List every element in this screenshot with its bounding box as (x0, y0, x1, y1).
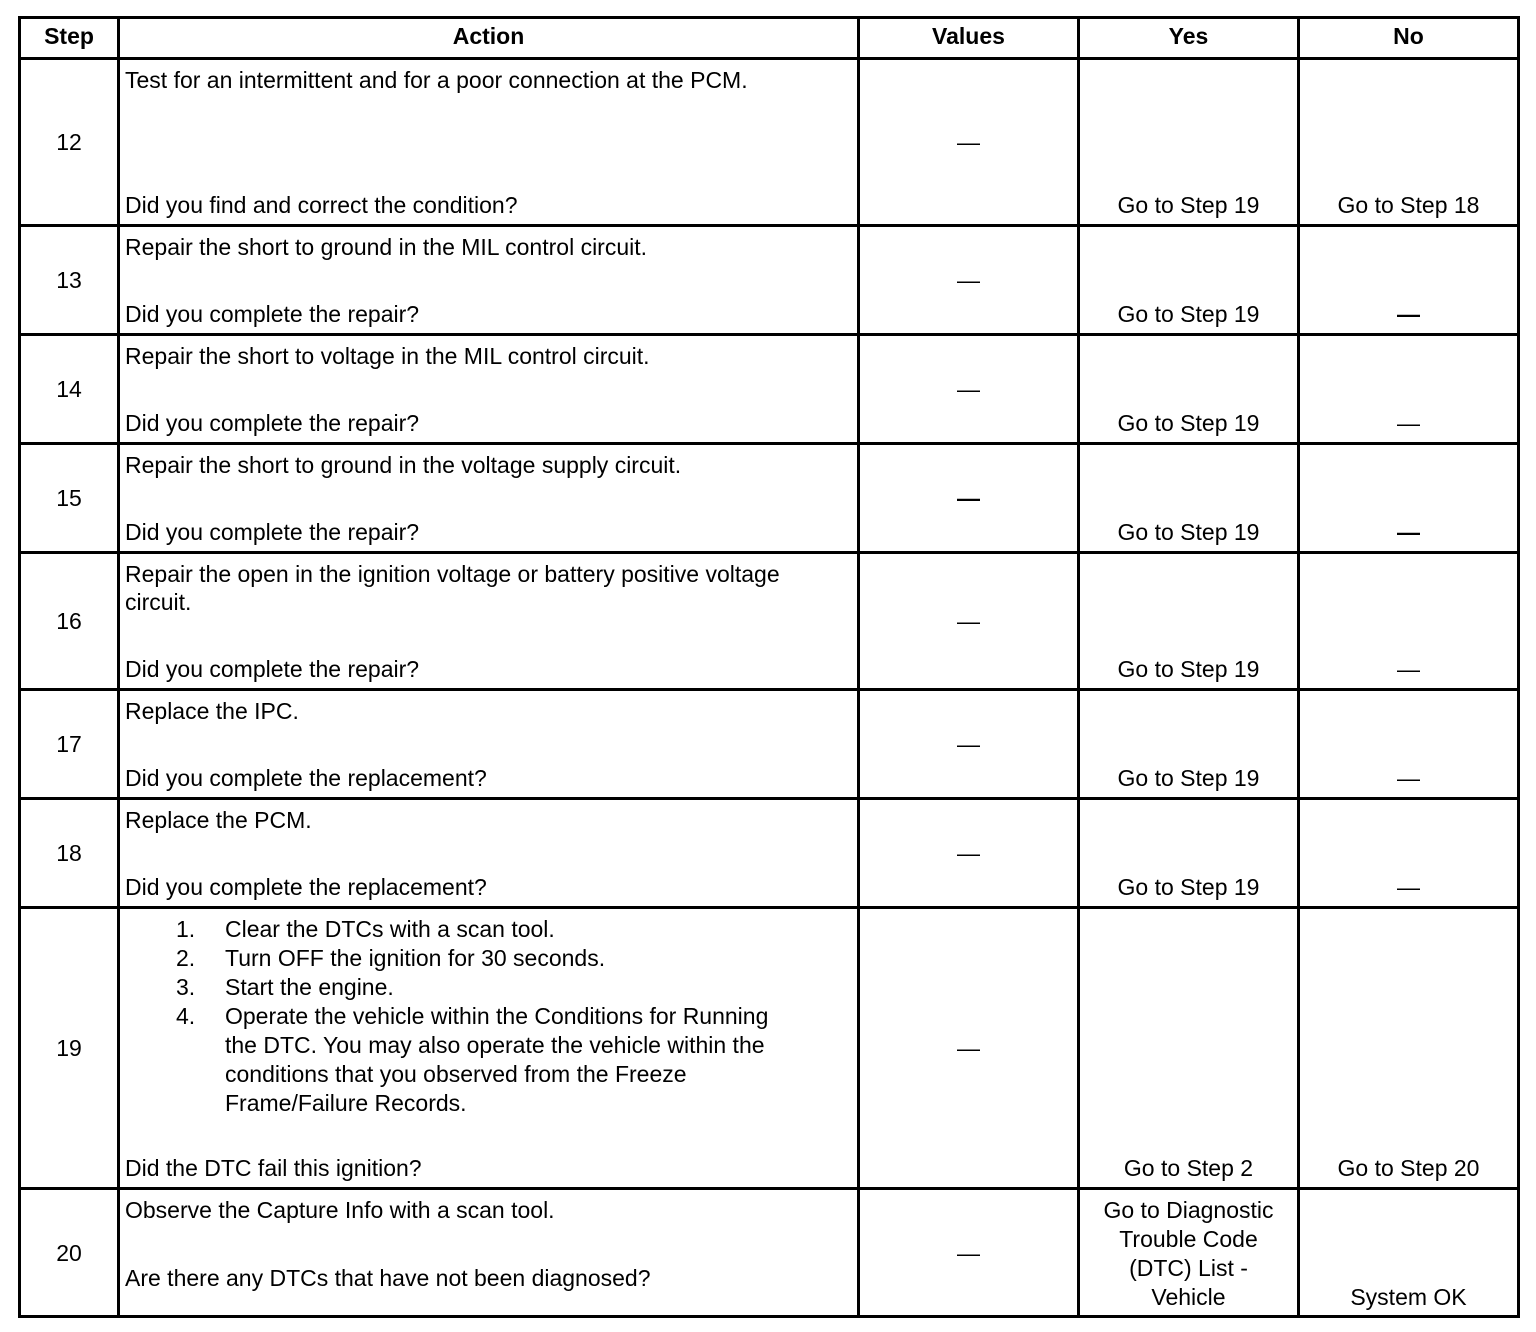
no-cell: — (1397, 765, 1420, 791)
yes-cell-line: (DTC) List - (1129, 1255, 1248, 1281)
yes-cell (1080, 1196, 1297, 1312)
values-cell: — (957, 485, 980, 511)
values-cell: — (957, 1035, 980, 1061)
step-number: 17 (56, 731, 82, 757)
step-number: 20 (56, 1240, 82, 1266)
action-text: Observe the Capture Info with a scan tool. (125, 1197, 555, 1223)
yes-cell: Go to Step 19 (1117, 192, 1260, 218)
no-cell: Go to Step 20 (1337, 1155, 1480, 1181)
step-number: 14 (56, 376, 82, 402)
values-cell: — (957, 1240, 980, 1266)
list-number: 2. (176, 945, 196, 971)
list-number: 1. (176, 916, 196, 942)
diagnostic-table (18, 16, 1520, 1318)
yes-cell-line: Trouble Code (1119, 1226, 1258, 1252)
step-number: 12 (56, 129, 82, 155)
action-text: Repair the short to voltage in the MIL control circuit. (125, 343, 650, 369)
list-text-line: Operate the vehicle within the Conditions for Running (225, 1003, 769, 1029)
yes-cell: Go to Step 19 (1117, 765, 1260, 791)
yes-cell-line: Go to Diagnostic (1103, 1197, 1274, 1223)
row-divider (21, 333, 1517, 336)
list-text: Start the engine. (225, 974, 394, 1000)
list-text-line: conditions that you observed from the Freeze (225, 1061, 687, 1087)
action-steps-list (125, 915, 845, 1118)
row-divider (21, 1187, 1517, 1190)
step-number: 16 (56, 608, 82, 634)
action-text: Repair the short to ground in the voltage supply circuit. (125, 452, 682, 478)
list-number: 4. (176, 1003, 196, 1029)
list-number: 3. (176, 974, 196, 1000)
action-text: Replace the IPC. (125, 698, 299, 724)
row-divider (21, 797, 1517, 800)
row-divider (21, 57, 1517, 60)
no-cell: — (1397, 301, 1420, 327)
action-question: Did you complete the repair? (125, 410, 420, 436)
yes-cell: Go to Step 19 (1117, 656, 1260, 682)
list-item (125, 944, 845, 973)
row-divider (21, 551, 1517, 554)
no-cell: — (1397, 410, 1420, 436)
no-cell: — (1397, 656, 1420, 682)
no-cell: — (1397, 874, 1420, 900)
yes-cell-line: Vehicle (1151, 1284, 1226, 1310)
no-cell: Go to Step 18 (1337, 192, 1480, 218)
header-no: No (1393, 23, 1424, 49)
action-question: Did you complete the repair? (125, 656, 420, 682)
yes-cell: Go to Step 19 (1117, 301, 1260, 327)
yes-cell: Go to Step 19 (1117, 874, 1260, 900)
row-divider (21, 906, 1517, 909)
step-number: 15 (56, 485, 82, 511)
row-divider (21, 224, 1517, 227)
header-values: Values (932, 23, 1005, 49)
action-text: Replace the PCM. (125, 807, 312, 833)
col-divider (117, 19, 120, 1315)
list-item (125, 1002, 845, 1118)
step-number: 18 (56, 840, 82, 866)
list-item (125, 973, 845, 1002)
values-cell: — (957, 267, 980, 293)
action-text-line2: circuit. (125, 589, 192, 615)
values-cell: — (957, 608, 980, 634)
yes-cell: Go to Step 2 (1123, 1155, 1254, 1181)
col-divider (857, 19, 860, 1315)
list-text-line: Frame/Failure Records. (225, 1090, 467, 1116)
action-question: Did you complete the repair? (125, 519, 420, 545)
action-text-line1: Repair the open in the ignition voltage or battery positive voltage (125, 561, 780, 587)
header-yes: Yes (1168, 23, 1209, 49)
list-text: Clear the DTCs with a scan tool. (225, 916, 555, 942)
list-text: Turn OFF the ignition for 30 seconds. (225, 945, 606, 971)
yes-cell: Go to Step 19 (1117, 410, 1260, 436)
header-step: Step (44, 23, 94, 49)
values-cell: — (957, 376, 980, 402)
row-divider (21, 688, 1517, 691)
action-question: Did you find and correct the condition? (125, 192, 518, 218)
action-question: Are there any DTCs that have not been diagnosed? (125, 1265, 651, 1291)
values-cell: — (957, 731, 980, 757)
no-cell: — (1397, 519, 1420, 545)
action-question: Did you complete the replacement? (125, 874, 487, 900)
action-question: Did you complete the replacement? (125, 765, 487, 791)
yes-cell: Go to Step 19 (1117, 519, 1260, 545)
step-number: 13 (56, 267, 82, 293)
action-question: Did you complete the repair? (125, 301, 420, 327)
action-text: Test for an intermittent and for a poor connection at the PCM. (125, 67, 748, 93)
values-cell: — (957, 129, 980, 155)
list-item (125, 915, 845, 944)
action-text: Repair the short to ground in the MIL control circuit. (125, 234, 648, 260)
list-text-line: the DTC. You may also operate the vehicle within the (225, 1032, 765, 1058)
step-number: 19 (56, 1035, 82, 1061)
no-cell: System OK (1350, 1284, 1467, 1310)
row-divider (21, 442, 1517, 445)
header-action: Action (452, 23, 525, 49)
action-question: Did the DTC fail this ignition? (125, 1155, 422, 1181)
values-cell: — (957, 840, 980, 866)
